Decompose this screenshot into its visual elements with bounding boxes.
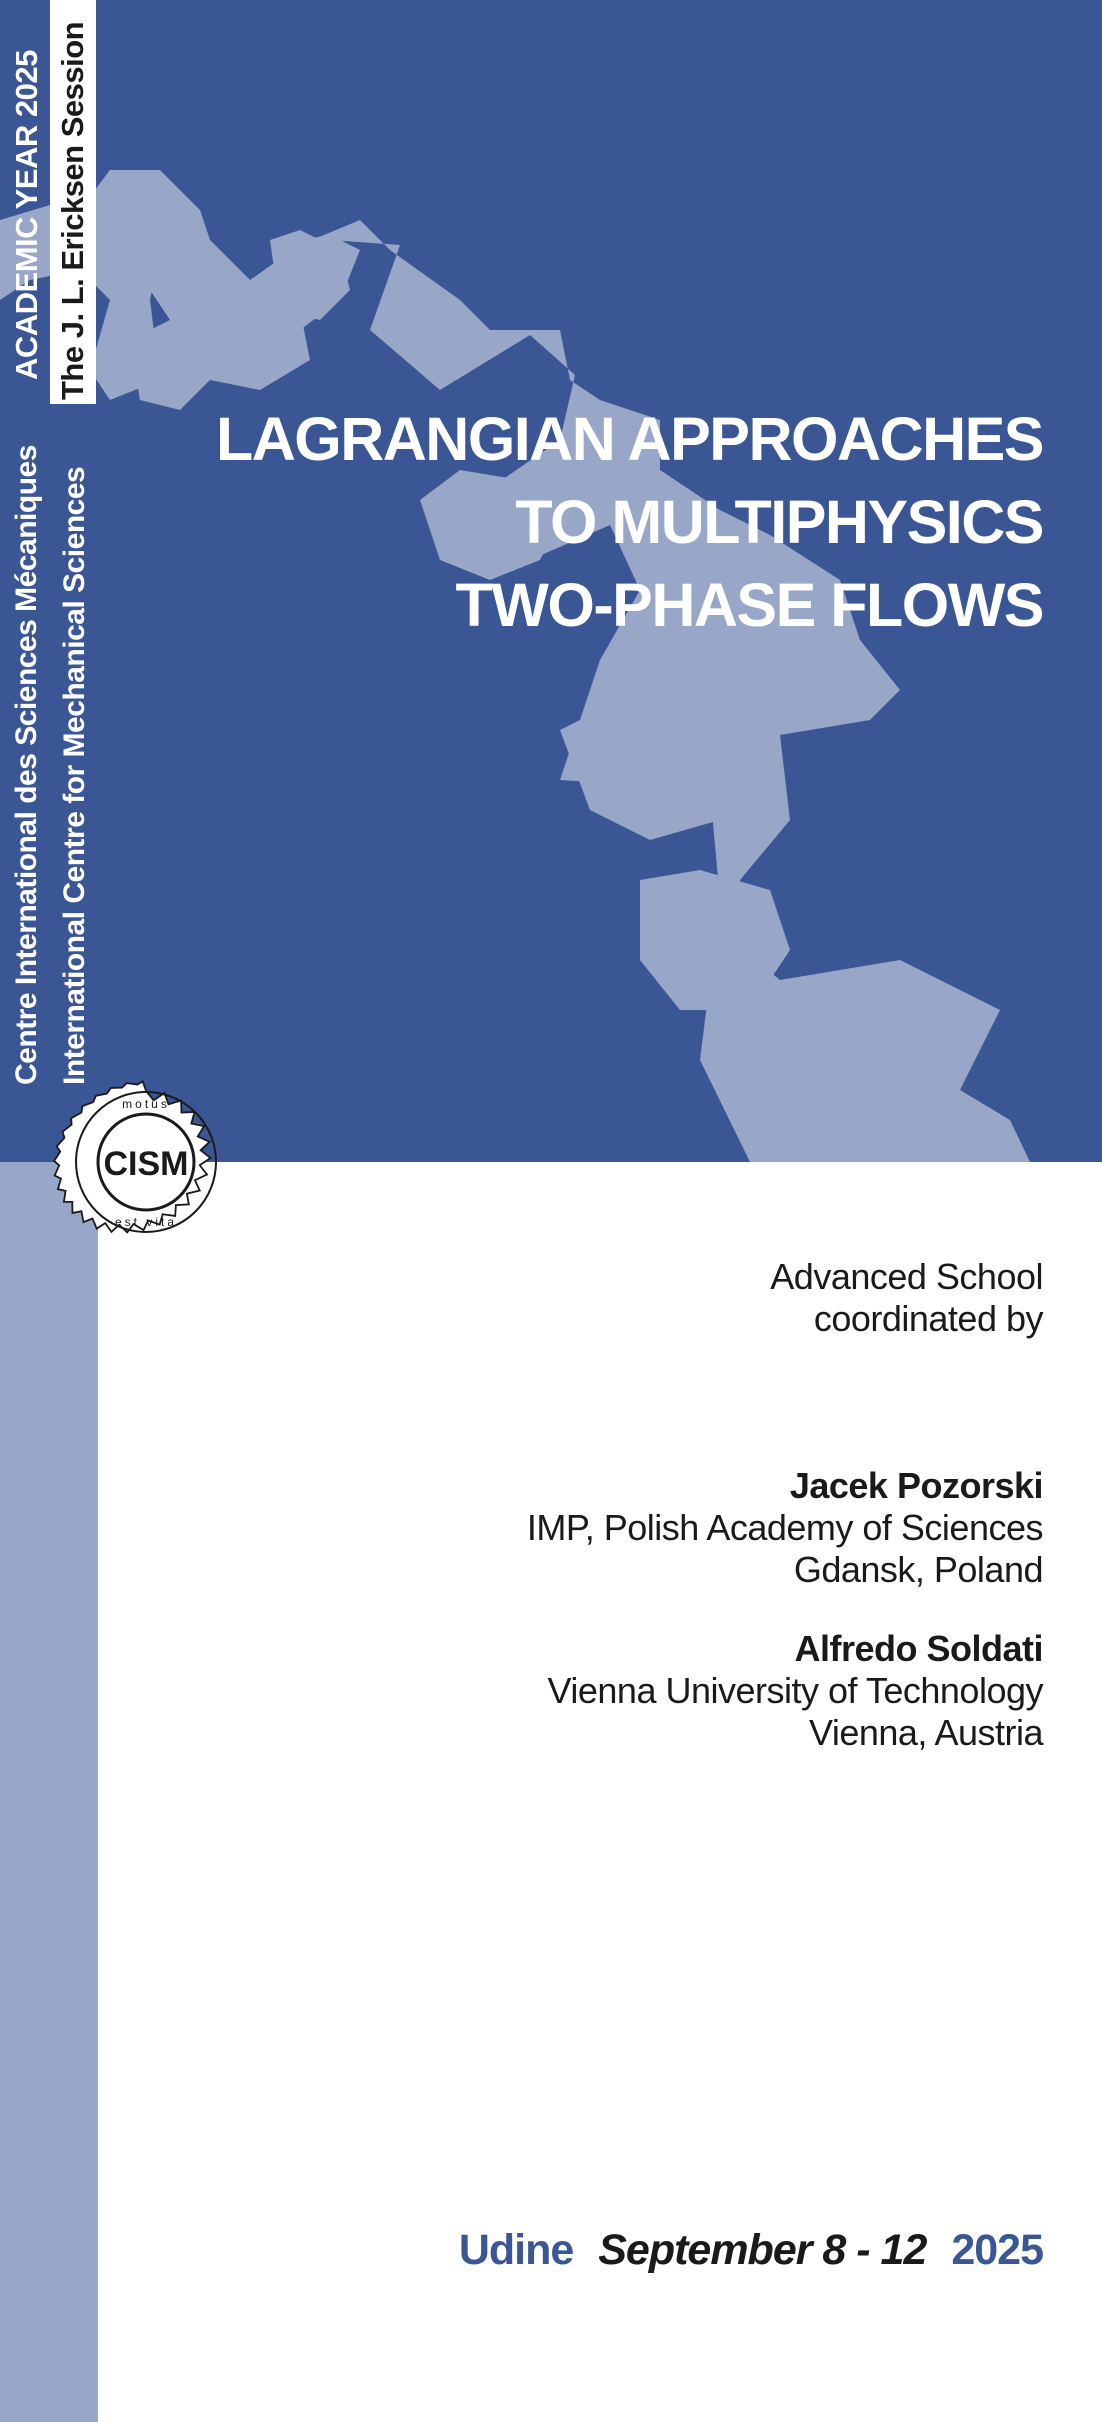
logo-abbreviation: CISM — [103, 1145, 189, 1183]
academic-year-label: ACADEMIC YEAR 2025 — [9, 50, 44, 380]
coordinator-name: Alfredo Soldati — [794, 1628, 1043, 1669]
coordinator-affiliation: IMP, Polish Academy of Sciences — [526, 1507, 1043, 1548]
event-city: Udine — [458, 2226, 574, 2274]
event-dates: September 8 - 12 — [598, 2226, 927, 2274]
coordinator-block — [343, 1628, 1043, 1754]
coordinator-block — [343, 1465, 1043, 1591]
school-line-1: Advanced School — [770, 1256, 1043, 1297]
logo-motto-top: motus — [122, 1097, 170, 1111]
coordinator-location: Gdansk, Poland — [793, 1549, 1043, 1590]
title-line-3: TWO-PHASE FLOWS — [455, 571, 1043, 639]
logo-motto-bottom: est vita — [114, 1215, 178, 1229]
centre-name-french: Centre International des Sciences Mécaniques — [10, 445, 43, 1085]
title-line-2: TO MULTIPHYSICS — [515, 488, 1043, 556]
school-description — [343, 1256, 1043, 1340]
session-label: The J. L. Ericksen Session — [50, 0, 96, 404]
school-line-2: coordinated by — [813, 1298, 1043, 1339]
centre-name-english: International Centre for Mechanical Sciences — [58, 466, 91, 1085]
coordinator-name: Jacek Pozorski — [789, 1465, 1043, 1506]
course-title — [143, 398, 1043, 647]
side-strip — [0, 1162, 98, 2422]
event-footer — [459, 2222, 1043, 2278]
coordinator-location: Vienna, Austria — [808, 1712, 1043, 1753]
coordinator-affiliation: Vienna University of Technology — [547, 1670, 1043, 1711]
cover-top-panel — [0, 0, 1102, 1162]
cism-logo-icon — [48, 1064, 244, 1260]
event-year: 2025 — [951, 2226, 1043, 2274]
title-line-1: LAGRANGIAN APPROACHES — [215, 405, 1043, 473]
